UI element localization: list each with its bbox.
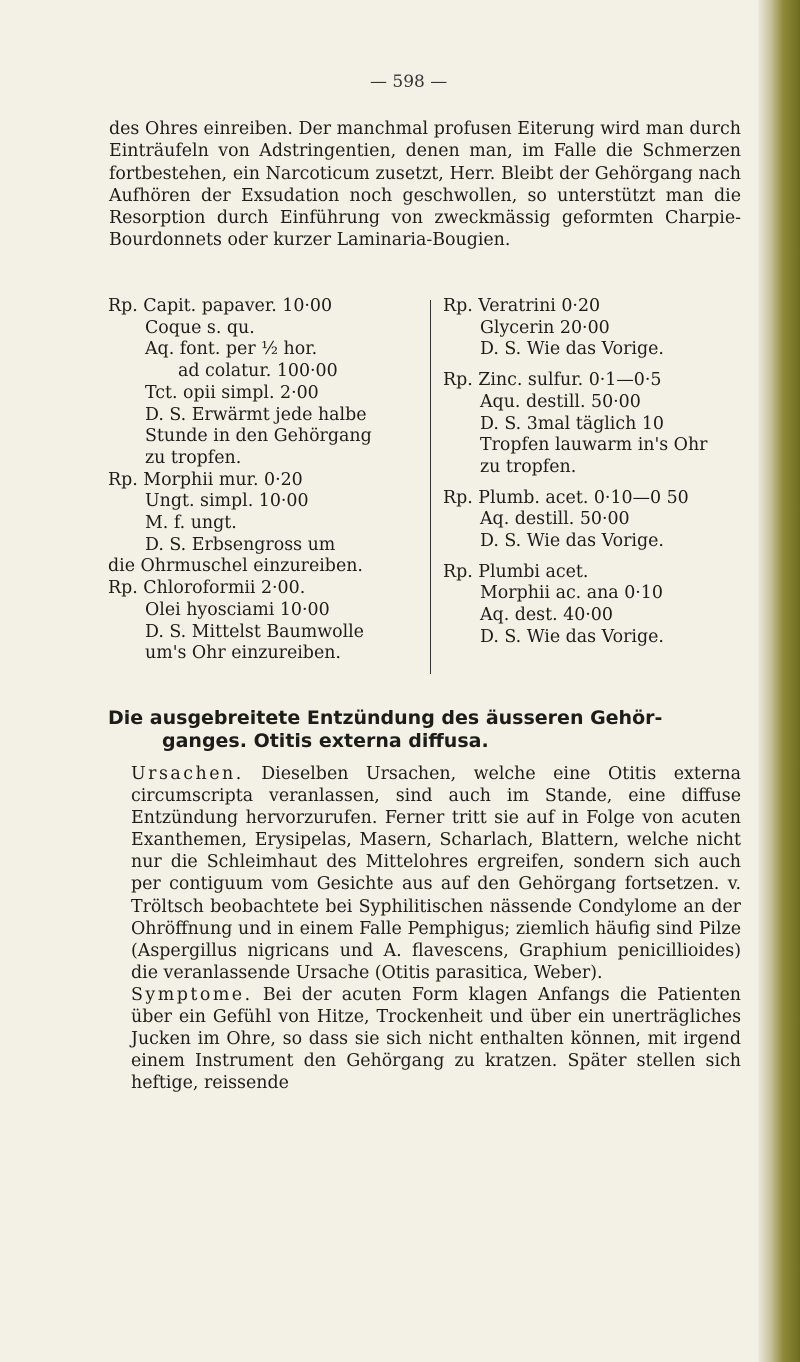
recipe-line: D. S. Wie das Vorige. bbox=[480, 531, 664, 552]
column-divider bbox=[430, 300, 431, 674]
recipe-line: die Ohrmuschel einzureiben. bbox=[108, 556, 363, 577]
recipe-line: Tropfen lauwarm in's Ohr bbox=[480, 435, 708, 456]
causes-label: Ursachen. bbox=[131, 764, 244, 784]
section-heading-line1: Die ausgebreitete Entzündung des äusseren Gehör- bbox=[108, 707, 663, 729]
symptoms-paragraph bbox=[109, 984, 741, 1094]
recipe-line: zu tropfen. bbox=[480, 456, 577, 477]
recipe-line: D. S. 3mal täglich 10 bbox=[480, 413, 664, 434]
section-heading-line2: ganges. Otitis externa diffusa. bbox=[162, 730, 489, 752]
recipe-line: Rp. Morphii mur. 0·20 bbox=[108, 469, 303, 490]
section-heading bbox=[108, 707, 744, 753]
recipe-line: D. S. Erbsengross um bbox=[145, 534, 336, 555]
symptoms-label: Symptome. bbox=[131, 984, 253, 1005]
recipe-chloroform bbox=[108, 578, 423, 665]
recipe-opium bbox=[108, 296, 423, 470]
recipe-line: Aq. dest. 40·00 bbox=[480, 605, 613, 626]
recipe-line: Morphii ac. ana 0·10 bbox=[480, 583, 663, 604]
causes-text: Dieselben Ursachen, welche eine Otitis externa circumscripta veranlassen, sind auch im Stande, eine diffuse Entzündung hervorzurufen. Ferner tritt sie auf in Folge von acuten Exanthemen, Erysipelas, Masern, Scharlach, Blattern, welche nicht nur die Schleimhaut des Mittelohres ergreifen, sondern sich auch per contiguum vom Gesichte aus auf den Gehörgang fortsetzen. v. Tröltsch beobachtete bei Syphilitischen nässende Condylome an der Ohröffnung und in einem Falle Pemphigus; ziemlich häufig sind Pilze (Aspergillus nigricans und A. flavescens, Graphium penicillioides) die veranlassende Ursache (Otitis parasitica, Weber). bbox=[131, 764, 741, 983]
causes-paragraph bbox=[109, 763, 741, 984]
recipe-line: zu tropfen. bbox=[145, 447, 242, 468]
recipe-lead-morphine bbox=[443, 562, 743, 649]
recipe-line: Coque s. qu. bbox=[145, 317, 255, 338]
recipe-line: um's Ohr einzureiben. bbox=[145, 643, 341, 664]
recipe-line: Aqu. destill. 50·00 bbox=[480, 391, 641, 412]
recipe-morphine bbox=[108, 470, 423, 579]
symptoms-text: Bei der acuten Form klagen Anfangs die Patienten über ein Gefühl von Hitze, Trockenheit und über ein unerträgliches Jucken im Ohre, so dass sie sich nicht enthalten können, mit irgend einem Instrument den Gehörgang zu kratzen. Später stellen sich heftige, reissende bbox=[131, 984, 741, 1094]
book-binding-edge bbox=[758, 0, 800, 1362]
recipe-line: Glycerin 20·00 bbox=[480, 317, 610, 338]
recipe-veratrine bbox=[443, 296, 743, 361]
body-text bbox=[109, 763, 741, 1094]
recipe-line: ad colatur. 100·00 bbox=[178, 361, 338, 382]
recipe-lead-acetate bbox=[443, 488, 743, 553]
recipe-line: Rp. Zinc. sulfur. 0·1—0·5 bbox=[443, 370, 662, 391]
recipe-line: Rp. Capit. papaver. 10·00 bbox=[108, 296, 333, 316]
recipe-line: M. f. ungt. bbox=[145, 513, 237, 534]
right-recipe-column bbox=[443, 296, 743, 658]
recipe-line: Olei hyosciami 10·00 bbox=[145, 599, 330, 620]
page-number: — 598 — bbox=[370, 72, 448, 92]
recipe-line: D. S. Erwärmt jede halbe bbox=[145, 404, 367, 425]
intro-paragraph: des Ohres einreiben. Der manchmal profusen Eiterung wird man durch Einträufeln von Adstringentien, denen man, im Falle die Schmerzen fortbestehen, ein Narcoticum zusetzt, Herr. Bleibt der Gehörgang nach Aufhören der Exsudation noch geschwollen, so unterstützt man die Resorption durch Einführung von zweckmässig geformten Charpie-Bourdonnets oder kurzer Laminaria-Bougien. bbox=[109, 119, 741, 251]
recipe-line: Rp. Plumbi acet. bbox=[443, 561, 589, 582]
left-recipe-column bbox=[108, 296, 423, 665]
recipe-line: Aq. destill. 50·00 bbox=[480, 509, 630, 530]
recipe-line: D. S. Wie das Vorige. bbox=[480, 339, 664, 360]
recipe-line: Tct. opii simpl. 2·00 bbox=[145, 382, 319, 403]
recipe-line: Rp. Chloroformii 2·00. bbox=[108, 578, 306, 599]
recipe-line: D. S. Wie das Vorige. bbox=[480, 626, 664, 647]
recipe-line: D. S. Mittelst Baumwolle bbox=[145, 621, 364, 642]
recipe-line: Rp. Plumb. acet. 0·10—0 50 bbox=[443, 487, 689, 508]
recipe-line: Rp. Veratrini 0·20 bbox=[443, 296, 601, 316]
recipe-line: Aq. font. per ½ hor. bbox=[145, 339, 318, 360]
recipe-line: Ungt. simpl. 10·00 bbox=[145, 491, 309, 512]
recipe-line: Stunde in den Gehörgang bbox=[145, 426, 372, 447]
recipe-zinc bbox=[443, 370, 743, 479]
